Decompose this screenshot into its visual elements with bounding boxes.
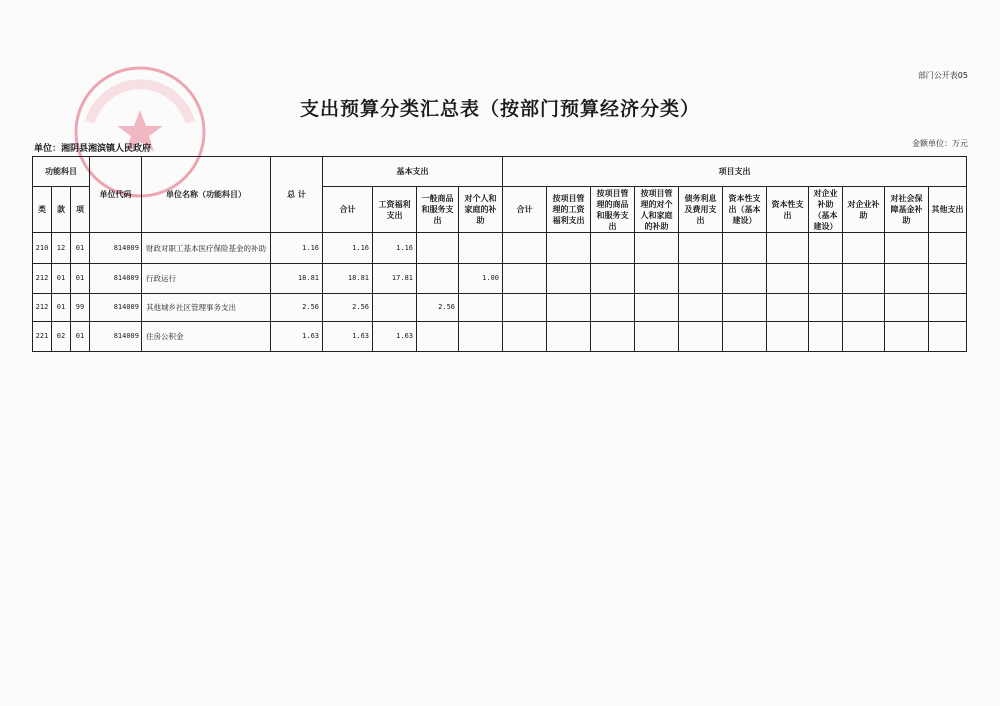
cell-code: 814009 [90,233,142,264]
cell-kuan: 02 [52,322,71,352]
header-xiang: 项 [71,187,90,233]
cell-basic-goods [417,264,459,294]
header-project-goods: 按项目管理的商品和服务支出 [591,187,635,233]
cell-basic-personal [459,233,503,264]
header-enterprise-construction: 对企业补助（基本建设） [809,187,843,233]
header-project-total: 合计 [503,187,547,233]
table-row [33,233,967,264]
header-unit-name: 单位名称（功能科目） [142,157,271,233]
cell-total: 1.16 [271,233,323,264]
amount-unit-label: 金额单位：万元 [912,139,968,148]
header-lei: 类 [33,187,52,233]
header-project: 项目支出 [503,157,967,187]
cell-code: 814009 [90,322,142,352]
unit-label: 单位：湘阴县湘滨镇人民政府 [34,144,152,154]
cell-name: 住房公积金 [142,322,271,352]
cell-total: 18.81 [271,264,323,294]
cell-xiang: 99 [71,294,90,322]
cell-code: 814009 [90,264,142,294]
cell-basic-total: 1.16 [323,233,373,264]
cell-name: 财政对职工基本医疗保险基金的补助 [142,233,271,264]
header-kuan: 款 [52,187,71,233]
form-reference: 部门公开表05 [917,71,968,80]
cell-total: 2.56 [271,294,323,322]
budget-table [32,156,967,352]
cell-basic-goods [417,233,459,264]
header-basic-total: 合计 [323,187,373,233]
header-basic-salary: 工资福利支出 [373,187,417,233]
cell-basic-goods [417,322,459,352]
cell-basic-total: 2.56 [323,294,373,322]
cell-basic-salary: 1.16 [373,233,417,264]
header-basic-goods: 一般商品和服务支出 [417,187,459,233]
header-unit-code: 单位代码 [90,157,142,233]
header-capital-construction: 资本性支出（基本建设） [723,187,767,233]
header-basic-personal: 对个人和家庭的补助 [459,187,503,233]
header-social-security: 对社会保障基金补助 [885,187,929,233]
cell-xiang: 01 [71,233,90,264]
cell-basic-total: 1.63 [323,322,373,352]
cell-kuan: 01 [52,294,71,322]
table-row [33,322,967,352]
cell-name: 行政运行 [142,264,271,294]
cell-kuan: 12 [52,233,71,264]
header-debt-interest: 债务利息及费用支出 [679,187,723,233]
cell-basic-salary: 17.81 [373,264,417,294]
header-basic: 基本支出 [323,157,503,187]
header-project-salary: 按项目管理的工资福利支出 [547,187,591,233]
cell-basic-personal [459,322,503,352]
header-enterprise: 对企业补助 [843,187,885,233]
table-row [33,294,967,322]
cell-total: 1.63 [271,322,323,352]
cell-lei: 210 [33,233,52,264]
cell-basic-goods: 2.56 [417,294,459,322]
table-row [33,264,967,294]
cell-basic-personal [459,294,503,322]
cell-xiang: 01 [71,322,90,352]
cell-lei: 221 [33,322,52,352]
cell-basic-salary: 1.63 [373,322,417,352]
cell-code: 814009 [90,294,142,322]
header-func-subject: 功能科目 [33,157,90,187]
header-project-personal: 按项目管理的对个人和家庭的补助 [635,187,679,233]
cell-lei: 212 [33,294,52,322]
header-total: 总 计 [271,157,323,233]
cell-lei: 212 [33,264,52,294]
cell-basic-personal: 1.00 [459,264,503,294]
cell-xiang: 01 [71,264,90,294]
header-other: 其他支出 [929,187,967,233]
cell-kuan: 01 [52,264,71,294]
header-capital: 资本性支出 [767,187,809,233]
cell-name: 其他城乡社区管理事务支出 [142,294,271,322]
cell-basic-salary [373,294,417,322]
cell-basic-total: 18.81 [323,264,373,294]
document-title: 支出预算分类汇总表（按部门预算经济分类） [299,98,700,120]
